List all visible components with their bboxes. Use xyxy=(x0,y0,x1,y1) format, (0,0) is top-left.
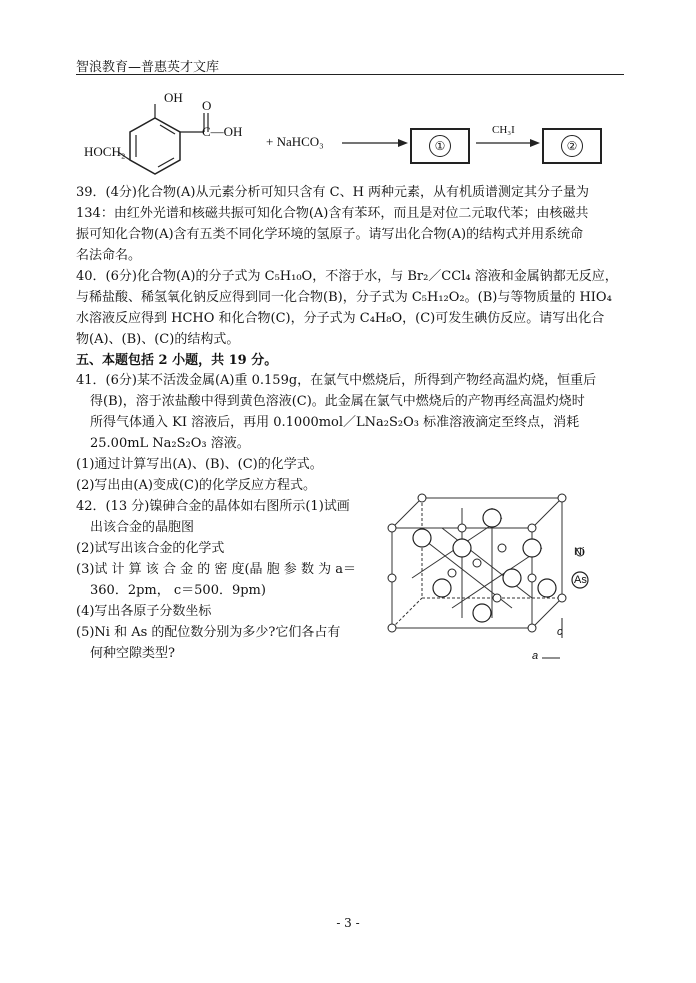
q41-line: 所得气体通入 KI 溶液后，再用 0.1000mol／LNa₂S₂O₃ 标准溶液滴定至终点，消耗 xyxy=(90,415,580,430)
q41-line: 25.00mL Na₂S₂O₃ 溶液。 xyxy=(90,436,250,451)
product-box-2 xyxy=(542,128,602,164)
section-5-heading: 五、本题包括 2 小题，共 19 分。 xyxy=(76,353,278,368)
a-axis-label: a xyxy=(532,650,539,662)
q41-line: 41．(6分)某不活泼金属(A)重 0.159g，在氯气中燃烧后，所得到产物经高温灼烧，恒重后 xyxy=(76,373,597,388)
q41-sub-1: (1)通过计算写出(A)、(B)、(C)的化学式。 xyxy=(76,457,323,472)
q42-sub-3-cont: 360．2pm， c＝500．9pm) xyxy=(90,583,266,598)
q42-line: 出该合金的晶胞图 xyxy=(90,520,195,535)
question-39 xyxy=(76,182,628,266)
question-40 xyxy=(76,266,628,350)
q42-sub-5-cont: 何种空隙类型? xyxy=(90,646,175,661)
product-1-label: ① xyxy=(429,135,451,157)
q40-line: 水溶液反应得到 HCHO 和化合物(C)，分子式为 C₄H₈O，(C)可发生碘仿反应。请写出化合 xyxy=(76,311,605,326)
q42-sub-5: (5)Ni 和 As 的配位数分别为多少?它们各占有 xyxy=(76,625,341,640)
q41-line: 得(B)，溶于浓盐酸中得到黄色溶液(C)。此金属在氯气中燃烧后的产物再经高温灼烧时 xyxy=(90,394,585,409)
q42-sub-2: (2)试写出该合金的化学式 xyxy=(76,541,225,556)
cooh-label: C—OH xyxy=(202,124,243,139)
product-box-1 xyxy=(410,128,470,164)
reagent-label: + NaHCO₃ xyxy=(266,134,324,149)
q40-line: 与稀盐酸、稀氢氧化钠反应得到同一化合物(B)，分子式为 C₅H₁₂O₂。(B)与等物质量的 HIO₄ xyxy=(76,290,612,305)
legend-ni-label: Ni xyxy=(574,546,585,558)
question-42 xyxy=(76,496,366,664)
q42-sub-3: (3)试 计 算 该 合 金 的 密 度(晶 胞 参 数 为 a＝ xyxy=(76,562,356,577)
ch3i-label: CH₃I xyxy=(492,124,515,136)
q39-line: 134：由红外光谱和核磁共振可知化合物(A)含有苯环，而且是对位二元取代苯；由核磁共 xyxy=(76,206,589,221)
product-2-label: ② xyxy=(561,135,583,157)
page-number: - 3 - xyxy=(336,916,360,930)
q42-sub-4: (4)写出各原子分数坐标 xyxy=(76,604,212,619)
page-header xyxy=(76,52,624,75)
q39-line: 振可知化合物(A)含有五类不同化学环境的氢原子。请写出化合物(A)的结构式并用系统命 xyxy=(76,227,584,242)
header-title: 智浪教育—普惠英才文库 xyxy=(76,60,220,75)
q40-line: 物(A)、(B)、(C)的结构式。 xyxy=(76,332,240,347)
c-axis-label: c xyxy=(557,626,563,638)
q39-line: 39．(4分)化合物(A)从元素分析可知只含有 C、H 两种元素，从有机质谱测定其分子量为 xyxy=(76,185,590,200)
question-41 xyxy=(76,370,628,496)
oh-label: OH xyxy=(164,90,183,105)
q42-line: 42．(13 分)镍砷合金的晶体如右图所示(1)试画 xyxy=(76,499,350,514)
legend-as-label: As xyxy=(574,574,587,586)
reaction-scheme xyxy=(70,88,630,183)
o-label: O xyxy=(202,98,212,113)
hoch2-label: HOCH₂ xyxy=(84,144,126,159)
q41-sub-2: (2)写出由(A)变成(C)的化学反应方程式。 xyxy=(76,478,317,493)
q40-line: 40．(6分)化合物(A)的分子式为 C₅H₁₀O，不溶于水，与 Br₂／CCl₄ 溶液和金属钠都无反应， xyxy=(76,269,618,284)
q39-line: 名法命名。 xyxy=(76,248,142,263)
